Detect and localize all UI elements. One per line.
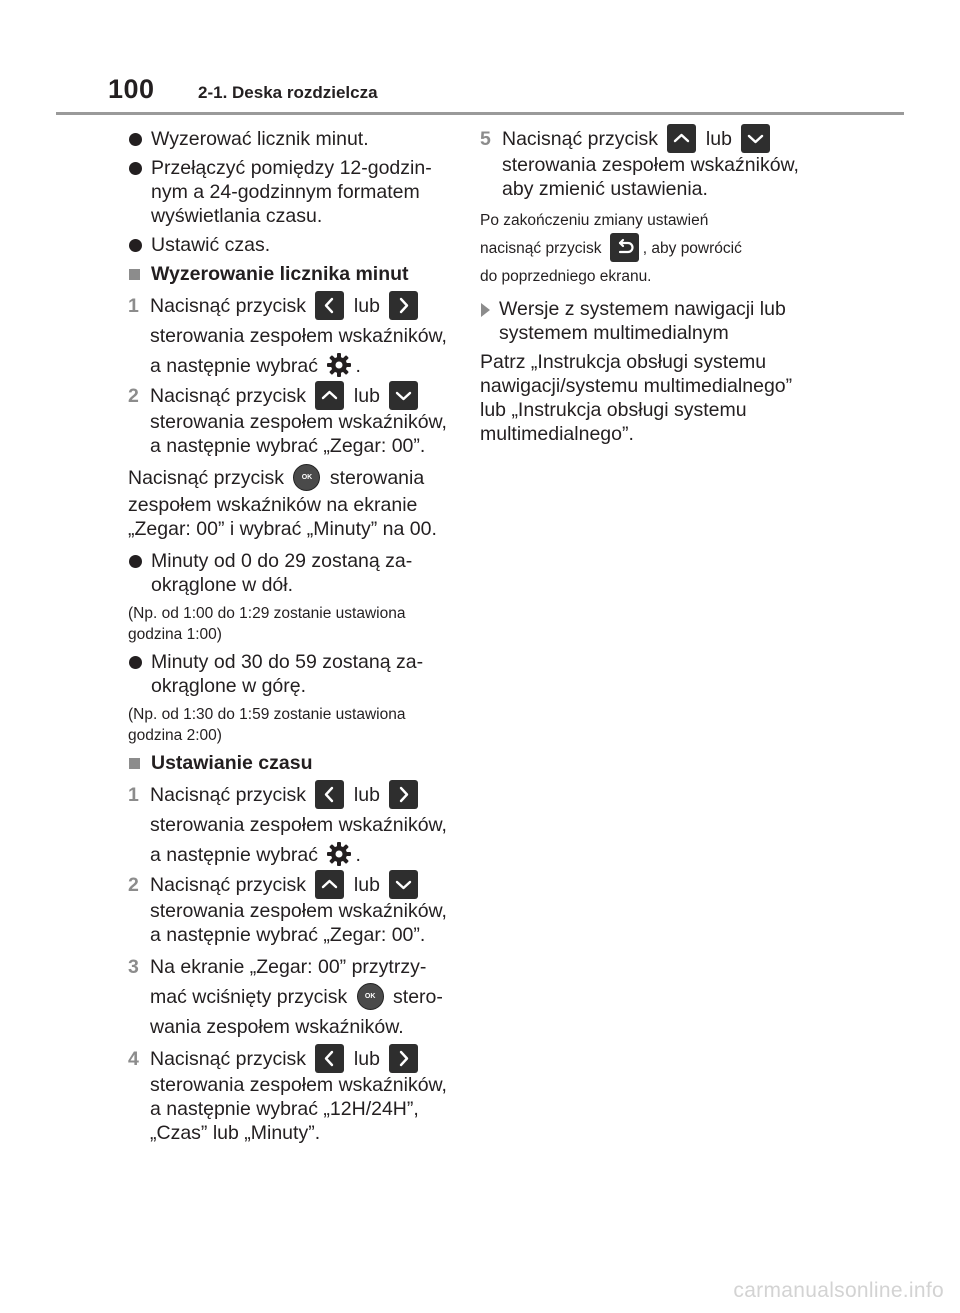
left-column bbox=[128, 122, 460, 1145]
step-text: Nacisnąć przycisk bbox=[150, 385, 307, 408]
step-text: lub bbox=[353, 784, 380, 806]
note-text: Po zakończeniu zmiany ustawień bbox=[480, 212, 709, 229]
note-text: nacisnąć przycisk bbox=[480, 240, 602, 257]
chevron-right-icon bbox=[389, 291, 418, 320]
heading-text: Ustawianie czasu bbox=[151, 752, 313, 774]
chevron-left-icon bbox=[315, 291, 344, 320]
chevron-right-icon bbox=[389, 780, 418, 809]
watermark: carmanualsonline.info bbox=[733, 1279, 944, 1302]
chevron-left-icon bbox=[315, 1044, 344, 1073]
bullet-dot-icon bbox=[129, 555, 142, 568]
step-number: 1 bbox=[128, 784, 139, 806]
step-text: a następnie wybrać bbox=[150, 355, 319, 377]
heading-reset-minutes bbox=[128, 262, 460, 286]
chevron-left-icon bbox=[315, 780, 344, 809]
ok-label: OK bbox=[301, 473, 313, 481]
note-return bbox=[480, 207, 820, 291]
step-text: . bbox=[355, 844, 361, 866]
note-example-1: (Np. od 1:00 do 1:29 zostanie ustawiona godzina 1:00) bbox=[128, 605, 406, 643]
step-text: sterowania zespołem wskaźników, a następnie wybrać „Zegar: 00”. bbox=[150, 900, 447, 946]
step-number: 3 bbox=[128, 956, 139, 978]
square-bullet-icon bbox=[129, 269, 140, 280]
bullet-dot-icon bbox=[129, 162, 142, 175]
ok-label: OK bbox=[364, 992, 376, 1000]
chevron-right-icon bbox=[389, 1044, 418, 1073]
step-number: 4 bbox=[128, 1048, 139, 1070]
bullet-switch-format bbox=[128, 156, 460, 228]
step-text: Nacisnąć przycisk bbox=[150, 1048, 307, 1071]
step-text: sterowania zespołem wskaźników, bbox=[150, 325, 447, 347]
paragraph-reference: Patrz „Instrukcja obsługi systemu nawigacji/systemu multimedialnego” lub „Instrukcja obsługi systemu multimedialnego”. bbox=[480, 351, 793, 445]
ok-button-icon bbox=[357, 983, 384, 1010]
arrow-bullet-icon bbox=[481, 303, 490, 317]
bullet-text: Przełączyć pomiędzy 12-godzin-nym a 24-godzinnym formatem wyświetlania czasu. bbox=[151, 157, 432, 227]
square-bullet-icon bbox=[129, 758, 140, 769]
bullet-round-down bbox=[128, 549, 460, 597]
gear-icon bbox=[325, 351, 353, 379]
bullet-text: Wyzerować licznik minut. bbox=[151, 128, 369, 150]
step-3-time bbox=[128, 952, 460, 1042]
chevron-up-icon bbox=[315, 870, 344, 899]
step-text: sterowania zespołem wskaźników, a następnie wybrać „12H/24H”, „Czas” lub „Minuty”. bbox=[150, 1074, 447, 1144]
chevron-up-icon bbox=[667, 124, 696, 153]
bullet-round-up bbox=[128, 650, 460, 698]
bullet-text: Minuty od 0 do 29 zostaną za-okrąglone w dół. bbox=[151, 550, 413, 596]
step-number: 2 bbox=[128, 874, 139, 896]
step-5 bbox=[480, 127, 820, 201]
step-number: 1 bbox=[128, 295, 139, 317]
paragraph-text: Nacisnąć przycisk bbox=[128, 467, 285, 489]
step-text: lub bbox=[705, 128, 732, 151]
step-text: mać wciśnięty przycisk bbox=[150, 986, 348, 1008]
heading-set-time bbox=[128, 751, 460, 775]
page-header bbox=[0, 0, 960, 120]
step-text: Nacisnąć przycisk bbox=[150, 874, 307, 897]
step-text: a następnie wybrać bbox=[150, 844, 319, 866]
right-column bbox=[480, 122, 820, 446]
step-text: Nacisnąć przycisk bbox=[150, 295, 307, 317]
step-text: . bbox=[355, 355, 361, 377]
step-text: lub bbox=[353, 874, 380, 897]
step-text: sterowania zespołem wskaźników, a następnie wybrać „Zegar: 00”. bbox=[150, 411, 447, 457]
step-1-time bbox=[128, 780, 460, 870]
step-text: sterowania zespołem wskaźników, bbox=[150, 814, 447, 836]
note-text: do poprzedniego ekranu. bbox=[480, 268, 652, 285]
bullet-reset-minutes bbox=[128, 127, 460, 151]
step-text: Nacisnąć przycisk bbox=[150, 784, 307, 806]
bullet-set-time bbox=[128, 233, 460, 257]
step-2-reset bbox=[128, 384, 460, 458]
step-number: 2 bbox=[128, 385, 139, 407]
paragraph-text: sterowania bbox=[329, 467, 425, 489]
heading-text: Wyzerowanie licznika minut bbox=[151, 263, 409, 285]
chevron-down-icon bbox=[389, 870, 418, 899]
step-2-time bbox=[128, 873, 460, 947]
paragraph-text: zespołem wskaźników na ekranie „Zegar: 00” i wybrać „Minuty” na 00. bbox=[128, 494, 437, 540]
chevron-up-icon bbox=[315, 381, 344, 410]
return-icon bbox=[610, 233, 639, 262]
paragraph-ok-minutes bbox=[128, 463, 460, 544]
section-title: 2-1. Deska rozdzielcza bbox=[198, 83, 378, 102]
page-number: 100 bbox=[108, 74, 155, 104]
step-text: stero- bbox=[393, 986, 443, 1008]
versions-navigation bbox=[480, 297, 820, 345]
note-text: , aby powrócić bbox=[642, 240, 742, 257]
bullet-text: Ustawić czas. bbox=[151, 234, 271, 256]
bullet-dot-icon bbox=[129, 656, 142, 669]
step-text: lub bbox=[353, 385, 380, 408]
step-text: Nacisnąć przycisk bbox=[502, 128, 659, 151]
step-text: sterowania zespołem wskaźników, aby zmienić ustawienia. bbox=[502, 154, 799, 200]
bullet-text: Minuty od 30 do 59 zostaną za-okrąglone w górę. bbox=[151, 651, 424, 697]
ok-button-icon bbox=[293, 464, 320, 491]
step-text: wania zespołem wskaźników. bbox=[150, 1016, 404, 1038]
step-text: lub bbox=[353, 1048, 380, 1071]
note-example-2: (Np. od 1:30 do 1:59 zostanie ustawiona godzina 2:00) bbox=[128, 706, 406, 744]
step-1-reset bbox=[128, 291, 460, 381]
chevron-down-icon bbox=[741, 124, 770, 153]
bullet-dot-icon bbox=[129, 133, 142, 146]
step-4-time bbox=[128, 1047, 460, 1145]
gear-icon bbox=[325, 840, 353, 868]
chevron-down-icon bbox=[389, 381, 418, 410]
step-text: Na ekranie „Zegar: 00” przytrzy- bbox=[150, 956, 427, 978]
arrow-item-text: Wersje z systemem nawigacji lub systemem multimedialnym bbox=[499, 298, 786, 344]
step-text: lub bbox=[353, 295, 380, 317]
header-divider bbox=[56, 112, 904, 115]
step-number: 5 bbox=[480, 128, 491, 150]
bullet-dot-icon bbox=[129, 239, 142, 252]
